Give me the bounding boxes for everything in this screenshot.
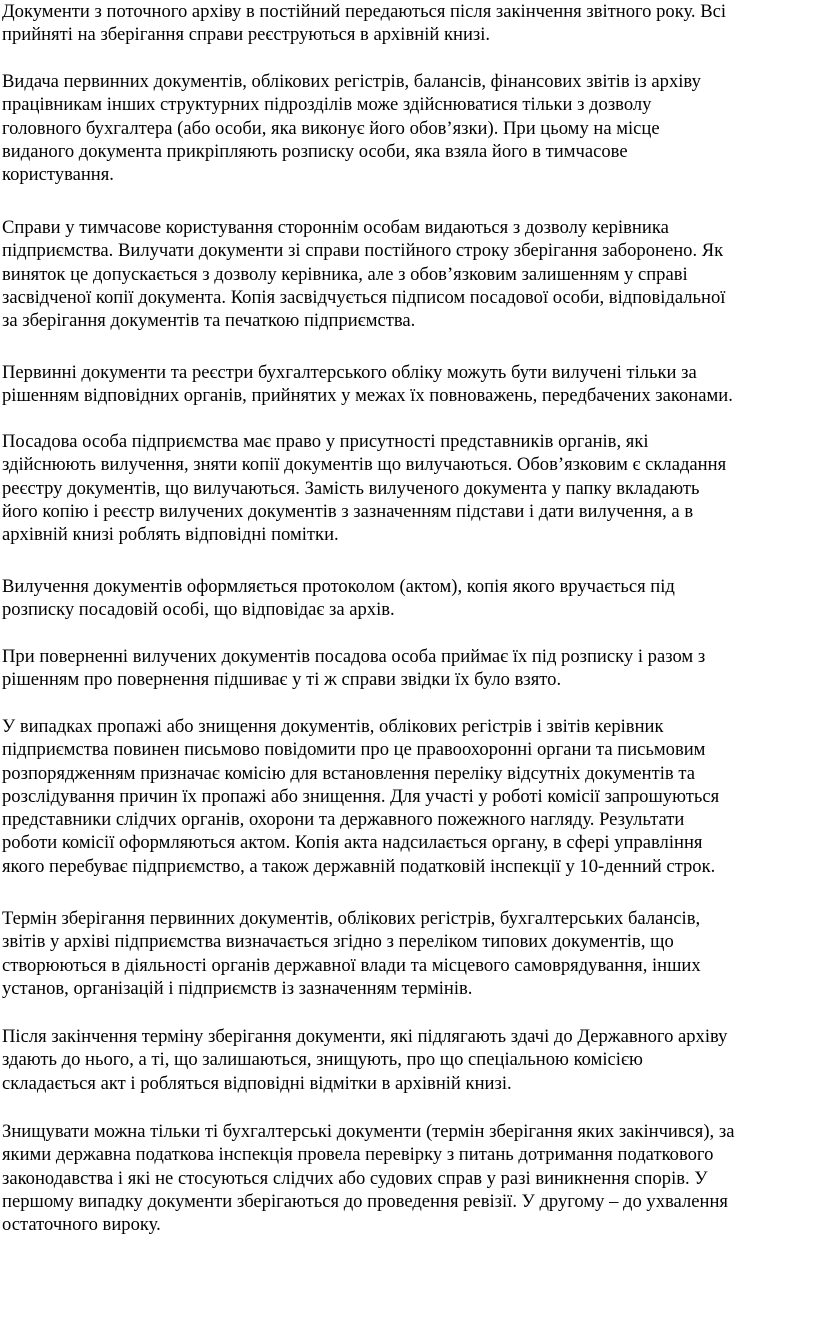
paragraph-loss-or-destruction: У випадках пропажі або знищення документів, облікових регістрів і звітів керівник підприємства повинен письмово повідомити про це правоохоронні органи та письмовим розпорядженням призначає комісію для встановлення переліку відсутніх документів та розслідування причин їх пропажі або знищення. Для участі у роботі комісії запрошуються представники слідчих органів, охорони та державного пожежного нагляду. Результати роботи комісії оформляються актом. Копія акта надсилається органу, в сфері управління якого перебуває підприємство, а також державній податковій інспекції у 10-денний строк. <box>2 716 720 877</box>
paragraph-document-issuance: Видача первинних документів, облікових регістрів, балансів, фінансових звітів із архіву працівникам інших структурних підрозділів може здійснюватися тільки з дозволу головного бухгалтера (або особи, яка виконує його обов’язки). При цьому на місце виданого документа прикріпляють розписку особи, яка взяла його в тимчасове користування. <box>2 71 701 186</box>
paragraph-archive-transfer: Документи з поточного архіву в постійний передаються після закінчення звітного року. Всі прийняті на зберігання справи реєструються в архівній книзі. <box>2 1 727 46</box>
paragraph-destruction-conditions: Знищувати можна тільки ті бухгалтерські документи (термін зберігання яких закінчився), за якими державна податкова інспекція провела перевірку з питань дотримання податкового законодавства і які не стосуються слідчих або судових справ у разі виникнення спорів. У першому випадку документи зберігаються до проведення ревізії. У другому – до ухвалення остаточного вироку. <box>2 1121 735 1236</box>
paragraph-after-storage-term: Після закінчення терміну зберігання документи, які підлягають здачі до Державного архіву здають до нього, а ті, що залишаються, знищують, про що спеціальною комісією складається акт і робляться відповідні відмітки в архівній книзі. <box>2 1026 728 1094</box>
paragraph-document-return: При поверненні вилучених документів посадова особа приймає їх під розписку і разом з рішенням про повернення підшиває у ті ж справи звідки їх було взято. <box>2 646 706 691</box>
paragraph-seizure-authority: Первинні документи та реєстри бухгалтерського обліку можуть бути вилучені тільки за рішенням відповідних органів, прийнятих у межах їх повноважень, передбачених законами. <box>2 362 733 407</box>
paragraph-storage-term: Термін зберігання первинних документів, облікових регістрів, бухгалтерських балансів, звітів у архіві підприємства визначається згідно з переліком типових документів, що створюються в діяльності органів державної влади та місцевого самоврядування, інших установ, організацій і підприємств із зазначенням термінів. <box>2 908 701 999</box>
paragraph-seizure-copies: Посадова особа підприємства має право у присутності представників органів, які здійснюють вилучення, зняти копії документів що вилучаються. Обов’язковим є складання реєстру документів, що вилучаються. Замість вилученого документа у папку вкладають його копію і реєстр вилучених документів з зазначенням підстави і дати вилучення, а в архівній книзі роблять відповідні помітки. <box>2 431 727 546</box>
paragraph-temporary-use: Справи у тимчасове користування стороннім особам видаються з дозволу керівника підприємства. Вилучати документи зі справи постійного строку зберігання заборонено. Як виняток це допускається з дозволу керівника, але з обов’язковим залишенням у справі засвідченої копії документа. Копія засвідчується підписом посадової особи, відповідальної за зберігання документів та печаткою підприємства. <box>2 217 726 332</box>
paragraph-seizure-protocol: Вилучення документів оформляється протоколом (актом), копія якого вручається під розписку посадовій особі, що відповідає за архів. <box>2 576 675 621</box>
